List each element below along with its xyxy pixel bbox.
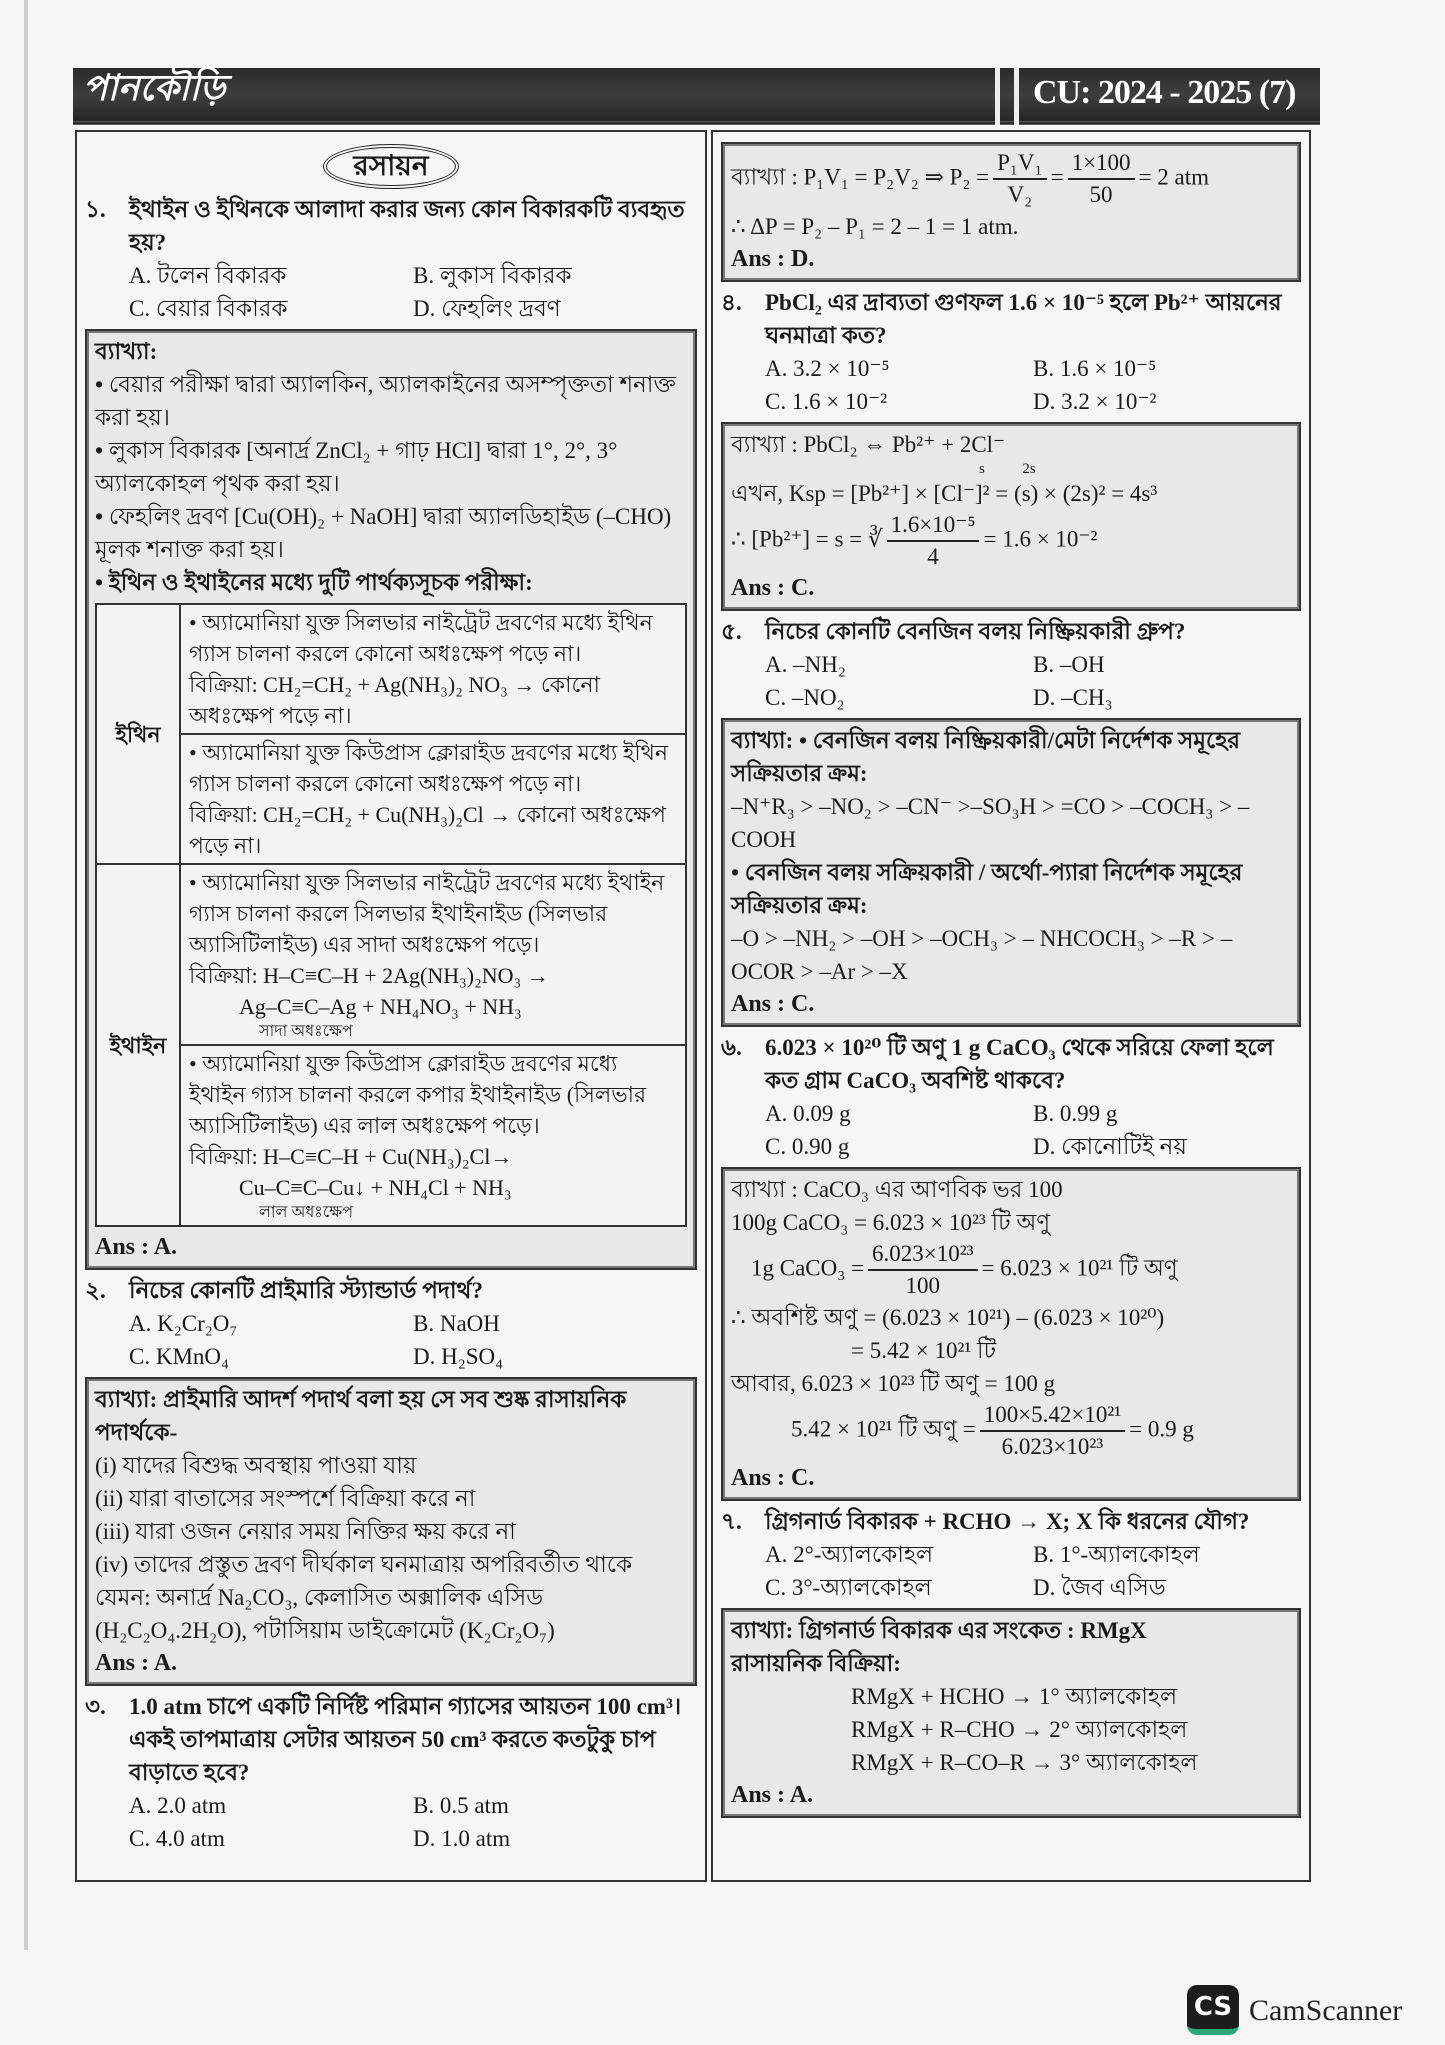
denominator: 100 [905, 1273, 940, 1298]
explanation-label: ব্যাখ্যা: [95, 339, 158, 364]
question-7 [721, 1505, 1301, 1538]
option-d: D. H₂SO₄ [413, 1344, 504, 1369]
option-d: D. 1.0 atm [413, 1826, 511, 1851]
answer: Ans : C. [731, 1465, 815, 1491]
exam-label: CU: 2024 - 2025 (7) [1033, 74, 1296, 111]
page-edge [24, 0, 28, 1950]
camscanner-logo-icon: CS [1187, 1985, 1239, 2035]
option-a: A. 2.0 atm [129, 1793, 227, 1818]
fraction [868, 1239, 978, 1301]
cell-text: • অ্যামোনিয়া যুক্ত সিলভার নাইট্রেট দ্রবণের মধ্যে ইথাইন গ্যাস চালনা করলে সিলভার ইথাইনাইড (সিলভার অ্যাসিটিলাইড) এর সাদা অধঃক্ষেপ পড়ে। [189, 870, 665, 957]
result: = 1.6 × 10⁻² [983, 526, 1098, 552]
precipitate-note: লাল অধঃক্ষেপ [259, 1204, 354, 1221]
question-number: ৫. [721, 619, 742, 644]
option-c: C. 1.6 × 10⁻² [765, 389, 888, 414]
option-d: D. ফেহলিং দ্রবণ [413, 296, 561, 321]
fraction [1068, 148, 1135, 210]
explanation-text: ব্যাখ্যা: প্রাইমারি আদর্শ পদার্থ বলা হয় সে সব শুষ্ক রাসায়নিক পদার্থকে- [95, 1387, 627, 1445]
precipitate-note: সাদা অধঃক্ষেপ [259, 1023, 353, 1040]
question-text: গ্রিগনার্ড বিকারক + RCHO → X; X কি ধরনের যৌগ? [765, 1509, 1250, 1534]
answer: Ans : A. [95, 1650, 178, 1676]
explanation-box [85, 329, 697, 1270]
row-header-ethyne: ইথাইন [96, 864, 180, 1226]
explanation-box [721, 718, 1301, 1027]
reaction: RMgX + R–CO–R → 3° অ্যালকোহল [851, 1750, 1198, 1775]
fraction [887, 510, 980, 572]
reaction: RMgX + R–CHO → 2° অ্যালকোহল [851, 1717, 1188, 1742]
option-a: A. 3.2 × 10⁻⁵ [765, 356, 890, 381]
explanation-text: 100g CaCO₃ = 6.023 × 10²³ টি অণু [731, 1210, 1051, 1235]
option-d: D. 3.2 × 10⁻² [1033, 389, 1157, 414]
explanation-text: ব্যাখ্যা : P₁V₁ = P₂V₂ ⇒ P₂ = [731, 164, 990, 190]
reaction: বিক্রিয়া: CH₂=CH₂ + Cu(NH₃)₂Cl → কোনো অধঃক্ষেপ পড়ে না। [189, 802, 666, 858]
option-a: A. 2°-অ্যালকোহল [765, 1542, 934, 1567]
options [721, 352, 1301, 418]
denominator: 50 [1089, 182, 1113, 207]
explanation-box [721, 422, 1301, 611]
result: = 2 atm [1138, 164, 1210, 190]
option-b: B. NaOH [413, 1311, 500, 1336]
question-text: নিচের কোনটি বেনজিন বলয় নিষ্ক্রিয়কারী গ্রুপ? [765, 619, 1186, 644]
denominator: V₂ [1007, 182, 1033, 207]
option-c: C. 0.90 g [765, 1134, 850, 1159]
bullet: • লুকাস বিকারক [অনার্দ্র ZnCl₂ + গাঢ় HCl] দ্বারা 1°, 2°, 3° অ্যালকোহল পৃথক করা হয়। [95, 434, 687, 500]
options [85, 1789, 697, 1855]
option-c: C. 4.0 atm [129, 1826, 225, 1851]
reaction-product: Ag–C≡C–Ag + NH₄NO₃ + NH₃ [239, 994, 522, 1019]
option-d: D. –CH₃ [1033, 685, 1113, 710]
publisher-logo: পানকৌড়ি [83, 68, 226, 109]
point: (ii) যারা বাতাসের সংস্পর্শে বিক্রিয়া করে না [95, 1486, 476, 1511]
explanation-text: 1g CaCO₃ = [751, 1255, 864, 1281]
question-number: ৭. [721, 1509, 742, 1534]
fraction [980, 1400, 1125, 1462]
explanation-text: এখন, Ksp = [Pb²⁺] × [Cl⁻]² = (s) × (2s)² = 4s³ [731, 481, 1158, 506]
reaction: বিক্রিয়া: H–C≡C–H + 2Ag(NH₃)₂NO₃ → [189, 963, 549, 988]
right-column [711, 130, 1311, 1882]
explanation-text: ∴ অবশিষ্ট অণু = (6.023 × 10²¹) – (6.023 × 10²⁰) [731, 1305, 1165, 1330]
cell-text: • অ্যামোনিয়া যুক্ত কিউপ্রাস ক্লোরাইড দ্রবণের মধ্যে ইথিন গ্যাস চালনা করলে কোনো অধঃক্ষেপ পড়ে না। [189, 740, 669, 796]
answer: Ans : A. [731, 1782, 814, 1808]
question-text: 1.0 atm চাপে একটি নির্দিষ্ট পরিমান গ্যাসের আয়তন 100 cm³। একই তাপমাত্রায় সেটার আয়তন 50 cm³ করতে কতটুকু চাপ বাড়াতে হবে? [129, 1694, 682, 1785]
explanation-text: 5.42 × 10²¹ টি অণু = [791, 1416, 976, 1442]
table-cell [180, 1045, 686, 1226]
table-cell [180, 604, 686, 734]
cell-text: • অ্যামোনিয়া যুক্ত কিউপ্রাস ক্লোরাইড দ্রবণের মধ্যে ইথাইন গ্যাস চালনা করলে কপার ইথাইনাইড (সিলভার অ্যাসিটিলাইড) এর লাল অধঃক্ষেপ পড়ে। [189, 1051, 647, 1138]
explanation-text: = 0.9 g [1129, 1416, 1194, 1442]
options [721, 648, 1301, 714]
question-number: ৩. [85, 1694, 106, 1719]
option-a: A. K₂Cr₂O₇ [129, 1311, 238, 1336]
bullet: • বেয়ার পরীক্ষা দ্বারা অ্যালকিন, অ্যালকাইনের অসম্পৃক্ততা শনাক্ত করা হয়। [95, 368, 687, 434]
reaction: বিক্রিয়া: H–C≡C–H + Cu(NH₃)₂Cl→ [189, 1144, 513, 1169]
question-3 [85, 1690, 697, 1789]
denominator: 4 [927, 544, 939, 569]
option-a: A. টলেন বিকারক [129, 263, 287, 288]
activity-order: –O > –NH₂ > –OH > –OCH₃ > – NHCOCH₃ > –R > –OCOR > –Ar > –X [731, 926, 1233, 984]
header-divider [995, 68, 1019, 125]
question-1 [85, 193, 697, 259]
option-c: C. 3°-অ্যালকোহল [765, 1575, 932, 1600]
numerator: 100×5.42×10²¹ [980, 1400, 1125, 1432]
explanation-text: = 6.023 × 10²¹ টি অণু [981, 1255, 1178, 1281]
explanation-box [85, 1377, 697, 1686]
answer: Ans : A. [95, 1234, 178, 1260]
activity-order: –N⁺R₃ > –NO₂ > –CN⁻ >–SO₃H > =CO > –COCH₃ > –COOH [731, 794, 1250, 852]
camscanner-name: CamScanner [1249, 1993, 1403, 2027]
point: (i) যাদের বিশুদ্ধ অবস্থায় পাওয়া যায় [95, 1453, 417, 1478]
option-b: B. –OH [1033, 652, 1105, 677]
denominator: 6.023×10²³ [1001, 1434, 1104, 1459]
row-header-ethene: ইথিন [96, 604, 180, 864]
question-2 [85, 1274, 697, 1307]
example: যেমন: অনার্দ্র Na₂CO₃, কেলাসিত অক্সালিক এসিড (H₂C₂O₄.2H₂O), পটাসিয়াম ডাইক্রোমেট (K₂Cr₂O₇) [95, 1585, 555, 1643]
cell-text: • অ্যামোনিয়া যুক্ত সিলভার নাইট্রেট দ্রবণের মধ্যে ইথিন গ্যাস চালনা করলে কোনো অধঃক্ষেপ পড়ে না। [189, 610, 653, 666]
question-4 [721, 286, 1301, 352]
point: (iii) যারা ওজন নেয়ার সময় নিক্তির ক্ষয় করে না [95, 1519, 516, 1544]
table-cell [180, 864, 686, 1045]
option-b: B. লুকাস বিকারক [413, 263, 572, 288]
question-text: 6.023 × 10²⁰ টি অণু 1 g CaCO₃ থেকে সরিয়ে ফেলা হলে কত গ্রাম CaCO₃ অবশিষ্ট থাকবে? [765, 1035, 1274, 1093]
explanation-text: ব্যাখ্যা: গ্রিগনার্ড বিকারক এর সংকেত : RMgX [731, 1618, 1147, 1643]
option-d: D. জৈব এসিড [1033, 1575, 1166, 1600]
explanation-text: ব্যাখ্যা : PbCl₂ ⇔ Pb²⁺ + 2Cl⁻ [731, 432, 1006, 457]
option-b: B. 1.6 × 10⁻⁵ [1033, 356, 1157, 381]
camscanner-watermark [1187, 1985, 1402, 2035]
fraction [993, 148, 1046, 210]
explanation-text: আবার, 6.023 × 10²³ টি অণু = 100 g [731, 1371, 1056, 1396]
left-column [75, 130, 707, 1882]
explanation-text: • বেনজিন বলয় সক্রিয়কারী / অর্থো-প্যারা নির্দেশক সমূহের সক্রিয়তার ক্রম: [731, 860, 1243, 918]
answer: Ans : D. [731, 246, 815, 272]
option-b: B. 0.5 atm [413, 1793, 509, 1818]
reaction-product: Cu–C≡C–Cu↓ + NH₄Cl + NH₃ [239, 1175, 512, 1200]
option-c: C. –NO₂ [765, 685, 845, 710]
numerator: 1×100 [1068, 148, 1135, 180]
question-6 [721, 1031, 1301, 1097]
option-a: A. 0.09 g [765, 1101, 851, 1126]
bullet: • ইথিন ও ইথাইনের মধ্যে দুটি পার্থক্যসূচক পরীক্ষা: [95, 566, 687, 599]
comparison-table [95, 603, 687, 1227]
section-title: রসায়ন [323, 144, 458, 189]
options [721, 1097, 1301, 1163]
options [85, 259, 697, 325]
question-number: ৪. [721, 290, 742, 315]
reaction: RMgX + HCHO → 1° অ্যালকোহল [851, 1684, 1178, 1709]
numerator: 1.6×10⁻⁵ [887, 510, 980, 542]
option-c: C. বেয়ার বিকারক [129, 296, 288, 321]
question-number: ৬. [721, 1035, 742, 1060]
explanation-text: ব্যাখ্যা: • বেনজিন বলয় নিষ্ক্রিয়কারী/মেটা নির্দেশক সমূহের সক্রিয়তার ক্রম: [731, 728, 1241, 786]
page-header [73, 68, 1320, 125]
question-text: নিচের কোনটি প্রাইমারি স্ট্যান্ডার্ড পদার্থ? [129, 1278, 483, 1303]
numerator: P₁V₁ [993, 148, 1046, 180]
option-c: C. KMnO₄ [129, 1344, 230, 1369]
option-b: B. 1°-অ্যালকোহল [1033, 1542, 1200, 1567]
question-5 [721, 615, 1301, 648]
explanation-text: ব্যাখ্যা : CaCO₃ এর আণবিক ভর 100 [731, 1177, 1063, 1202]
option-b: B. 0.99 g [1033, 1101, 1118, 1126]
option-a: A. –NH₂ [765, 652, 846, 677]
question-number: ১. [85, 197, 106, 222]
explanation-text: = 5.42 × 10²¹ টি [851, 1338, 997, 1363]
answer: Ans : C. [731, 575, 815, 601]
option-d: D. কোনোটিই নয় [1033, 1134, 1187, 1159]
explanation-text: ∴ ΔP = P₂ – P₁ = 2 – 1 = 1 atm. [731, 214, 1019, 239]
question-text: ইথাইন ও ইথিনকে আলাদা করার জন্য কোন বিকারকটি ব্যবহৃত হয়? [129, 197, 685, 255]
explanation-box [721, 1608, 1301, 1818]
numerator: 6.023×10²³ [868, 1239, 978, 1271]
explanation-box [721, 1167, 1301, 1501]
stoichiometry-note: s 2s [979, 461, 1036, 477]
reaction: বিক্রিয়া: CH₂=CH₂ + Ag(NH₃)₂ NO₃ → কোনো অধঃক্ষেপ পড়ে না। [189, 672, 600, 728]
question-number: ২. [85, 1278, 106, 1303]
explanation-text: রাসায়নিক বিক্রিয়া: [731, 1651, 901, 1676]
question-text: PbCl₂ এর দ্রাব্যতা গুণফল 1.6 × 10⁻⁵ হলে Pb²⁺ আয়নের ঘনমাত্রা কত? [765, 290, 1282, 348]
table-cell [180, 734, 686, 864]
bullet: • ফেহলিং দ্রবণ [Cu(OH)₂ + NaOH] দ্বারা অ্যালডিহাইড (–CHO) মূলক শনাক্ত করা হয়। [95, 500, 687, 566]
explanation-box: ব্যাখ্যা : P₁V₁ = P₂V₂ ⇒ P₂ = $\frac{\text{P₁V₁}}{\text{V₂}}$ = $\frac{1\times 100}{50}$ = 2 atm ∴ ΔP = P₂ – P₁ = 2 – 1 = 1 atm. Ans : D. [721, 142, 1301, 282]
options [721, 1538, 1301, 1604]
point: (iv) তাদের প্রস্তুত দ্রবণ দীর্ঘকাল ঘনমাত্রায় অপরিবর্তীত থাকে [95, 1552, 633, 1577]
answer: Ans : C. [731, 991, 815, 1017]
options [85, 1307, 697, 1373]
explanation-text: ∴ [Pb²⁺] = s = ∛ [731, 526, 883, 552]
